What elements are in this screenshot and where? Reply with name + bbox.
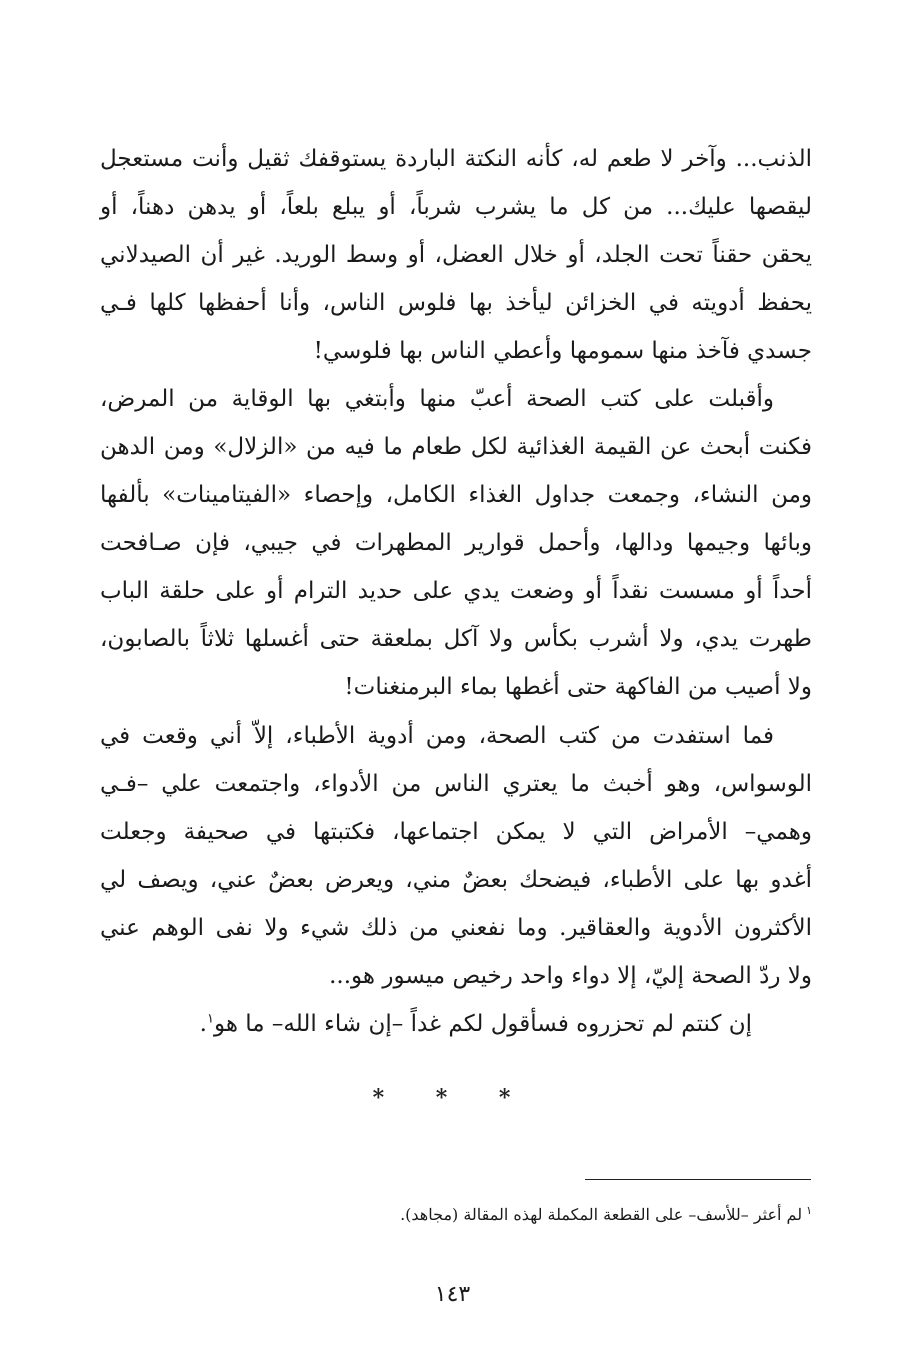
footnote-text: لم أعثر –للأسف– على القطعة المكملة لهذه المقالة (مجاهد). xyxy=(400,1205,803,1224)
paragraph-line: أحداً أو مسست نقداً أو وضعت يدي على حديد الترام أو على حلقة الباب xyxy=(100,578,812,604)
page-number: ١٤٣ xyxy=(434,1282,471,1307)
footnote-divider xyxy=(585,1179,811,1180)
paragraph-line: يحقن حقناً تحت الجلد، أو خلال العضل، أو وسط الوريد. غير أن الصيدلاني xyxy=(100,242,812,268)
closing-period: . xyxy=(199,1011,207,1037)
closing-line xyxy=(100,1000,812,1048)
paragraph-line: الوسواس، وهو أخبث ما يعتري الناس من الأدواء، واجتمعت علي –فـي xyxy=(100,771,812,797)
paragraph-line: فما استفدت من كتب الصحة، ومن أدوية الأطباء، إلاّ أني وقعت في xyxy=(100,723,774,749)
paragraph-line: فكنت أبحث عن القيمة الغذائية لكل طعام ما فيه من «الزلال» ومن الدهن xyxy=(100,434,812,460)
paragraph-line: وبائها وجيمها ودالها، وأحمل قوارير المطهرات في جيبي، فإن صـافحت xyxy=(100,530,812,556)
paragraph-line: ليقصها عليك... من كل ما يشرب شرباً، أو يبلع بلعاً، أو يدهن دهناً، أو xyxy=(100,194,812,220)
paragraph-line: ومن النشاء، وجمعت جداول الغذاء الكامل، وإحصاء «الفيتامينات» بألفها xyxy=(100,482,812,508)
footnote-number: ١ xyxy=(806,1203,812,1217)
section-separator: * * * xyxy=(372,1085,533,1111)
paragraph-line: يحفظ أدويته في الخزائن ليأخذ بها فلوس الناس، وأنا أحفظها كلها فـي xyxy=(100,290,812,316)
paragraph-line: طهرت يدي، ولا أشرب بكأس ولا آكل بملعقة حتى أغسلها ثلاثاً بالصابون، xyxy=(100,626,812,652)
paragraph-1 xyxy=(100,135,812,375)
paragraph-line: ولا أصيب من الفاكهة حتى أغطها بماء البرمنغنات! xyxy=(344,674,812,700)
paragraph-line: وهمي– الأمراض التي لا يمكن اجتماعها، فكتبتها في صحيفة وجعلت xyxy=(100,819,812,845)
footnote xyxy=(100,1200,812,1230)
paragraph-2 xyxy=(100,375,812,711)
paragraph-line: وأقبلت على كتب الصحة أعبّ منها وأبتغي بها الوقاية من المرض، xyxy=(100,386,774,412)
paragraph-line: جسدي فآخذ منها سمومها وأعطي الناس بها فلوسي! xyxy=(313,338,812,364)
footnote-reference: ١ xyxy=(206,1011,214,1027)
paragraph-line: الأكثرون الأدوية والعقاقير. وما نفعني من ذلك شيء ولا نفى الوهم عني xyxy=(100,915,812,941)
closing-text: إن كنتم لم تحزروه فسأقول لكم غداً –إن شاء الله– ما هو xyxy=(213,1011,752,1037)
paragraph-line: ولا ردّ الصحة إليّ، إلا دواء واحد رخيص ميسور هو... xyxy=(329,963,812,989)
paragraph-line: الذنب... وآخر لا طعم له، كأنه النكتة الباردة يستوقفك ثقيل وأنت مستعجل xyxy=(100,146,812,172)
paragraph-line: أغدو بها على الأطباء، فيضحك بعضٌ مني، ويعرض بعضٌ عني، ويصف لي xyxy=(100,867,812,893)
paragraph-3 xyxy=(100,712,812,1000)
